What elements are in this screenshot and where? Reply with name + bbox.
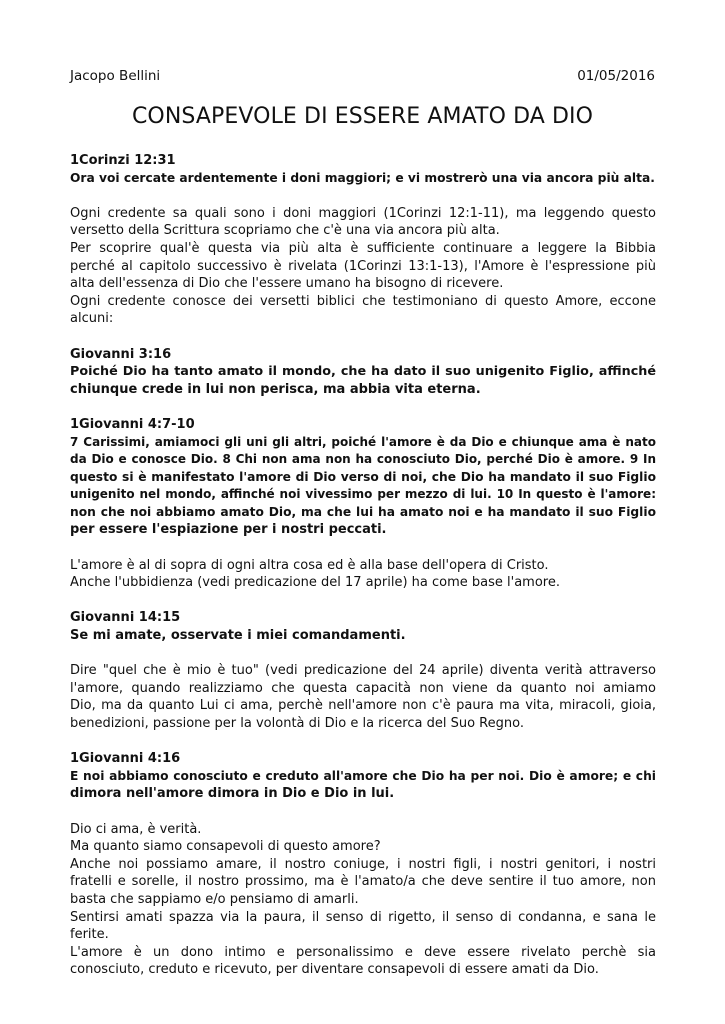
text-line: fratelli e sorelle, il nostro prossimo, ma è l'amato/a che deve sentire il tuo amore, non: [70, 874, 656, 890]
paragraph: [70, 416, 656, 539]
text-line: Dio, ma da quanto Lui ci ama, perchè nell'amore non c'è paura ma vita, miracoli, gioia,: [70, 698, 656, 714]
bold-text-line: Poiché Dio ha tanto amato il mondo, che ha dato il suo unigenito Figlio, affinché: [70, 364, 656, 380]
bold-text-line: Giovanni 3:16: [70, 346, 172, 362]
bold-text-line: 1Giovanni 4:7-10: [70, 416, 195, 432]
bold-text-line: per essere l'espiazione per i nostri peccati.: [70, 522, 387, 538]
paragraph-gap: [70, 592, 656, 610]
text-line: versetto della Scrittura scopriamo che c'è una via ancora più alta.: [70, 223, 500, 239]
text-line: l'amore, quando realizziamo che questa capacità non viene da quanto noi amiamo: [70, 680, 656, 696]
paragraph-gap: [70, 645, 656, 663]
paragraph-gap: [70, 398, 656, 416]
bold-text-line: da Dio e conosce Dio. 8 Chi non ama non ha conosciuto Dio, perché Dio è amore. 9 In: [70, 452, 656, 467]
document-header: [70, 68, 655, 88]
bold-text-line: chiunque crede in lui non perisca, ma abbia vita eterna.: [70, 381, 481, 397]
bold-text-line: E noi abbiamo conosciuto e creduto all'amore che Dio ha per noi. Dio è amore; e chi: [70, 768, 656, 783]
text-line: Ma quanto siamo consapevoli di questo amore?: [70, 839, 381, 855]
text-line: Anche noi possiamo amare, il nostro coniuge, i nostri figli, i nostri genitori, i nostri: [70, 856, 656, 872]
bold-text-line: 1Giovanni 4:16: [70, 751, 181, 767]
text-line: Ogni credente conosce dei versetti biblici che testimoniano di questo Amore, eccone: [70, 293, 656, 309]
bold-text-line: unigenito nel mondo, affinché noi vivessimo per mezzo di lui. 10 In questo è l'amore:: [70, 487, 656, 502]
paragraph: [70, 557, 656, 592]
paragraph-gap: [70, 733, 656, 751]
paragraph: [70, 152, 656, 187]
paragraph: [70, 750, 656, 803]
text-line: Sentirsi amati spazza via la paura, il senso di rigetto, il senso di condanna, e sana le: [70, 909, 656, 925]
bold-text-line: Giovanni 14:15: [70, 610, 181, 626]
text-line: Anche l'ubbidienza (vedi predicazione del 17 aprile) ha come base l'amore.: [70, 575, 560, 591]
bold-text-line: non che noi abbiamo amato Dio, ma che lui ha amato noi e ha mandato il suo Figlio: [70, 504, 656, 519]
document-title: CONSAPEVOLE DI ESSERE AMATO DA DIO: [131, 104, 594, 129]
paragraph: [70, 821, 656, 979]
bold-text-line: 1Corinzi 12:31: [70, 153, 176, 168]
text-line: Dio ci ama, è verità.: [70, 821, 202, 837]
paragraph-gap: [70, 539, 656, 557]
paragraph: [70, 205, 656, 328]
text-line: perché al capitolo successivo è rivelata (1Corinzi 13:1-13), l'Amore è l'espressione più: [70, 258, 656, 274]
paragraph-gap: [70, 803, 656, 821]
text-line: benedizioni, passione per la volontà di Dio e la ricerca del Suo Regno.: [70, 716, 524, 731]
text-line: L'amore è un dono intimo e personalissimo e deve essere rivelato perchè sia: [70, 944, 656, 960]
text-line: Ogni credente sa quali sono i doni maggiori (1Corinzi 12:1-11), ma leggendo questo: [70, 205, 656, 221]
text-line: alta dell'essenza di Dio che l'essere umano ha bisogno di ricevere.: [70, 276, 504, 292]
bold-text-line: dimora nell'amore dimora in Dio e Dio in lui.: [70, 786, 395, 802]
text-line: ferite.: [70, 927, 109, 943]
text-line: Dire "quel che è mio è tuo" (vedi predicazione del 24 aprile) diventa verità attraverso: [70, 663, 656, 679]
text-line: basta che sappiamo e/o pensiamo di amarli.: [70, 891, 359, 907]
paragraph: [70, 609, 656, 644]
paragraph: [70, 346, 656, 399]
text-line: Per scoprire qual'è questa via più alta è sufficiente continuare a leggere la Bibbia: [70, 240, 656, 256]
bold-text-line: Se mi amate, osservate i miei comandamenti.: [70, 628, 406, 644]
document-date: 01/05/2016: [577, 68, 655, 84]
paragraph: [70, 662, 656, 732]
text-line: L'amore è al di sopra di ogni altra cosa ed è alla base dell'opera di Cristo.: [70, 557, 549, 573]
bold-text-line: questo si è manifestato l'amore di Dio verso di noi, che Dio ha mandato il suo Figlio: [70, 469, 656, 484]
bold-text-line: 7 Carissimi, amiamoci gli uni gli altri, poiché l'amore è da Dio e chiunque ama è nato: [70, 434, 656, 449]
author-name: Jacopo Bellini: [70, 68, 161, 84]
bold-text-line: Ora voi cercate ardentemente i doni maggiori; e vi mostrerò una via ancora più alta.: [70, 170, 655, 185]
text-line: conosciuto, creduto e ricevuto, per diventare consapevoli di essere amati da Dio.: [70, 962, 599, 978]
document-body: [70, 152, 656, 979]
text-line: alcuni:: [70, 311, 114, 327]
paragraph-gap: [70, 328, 656, 346]
paragraph-gap: [70, 187, 656, 205]
